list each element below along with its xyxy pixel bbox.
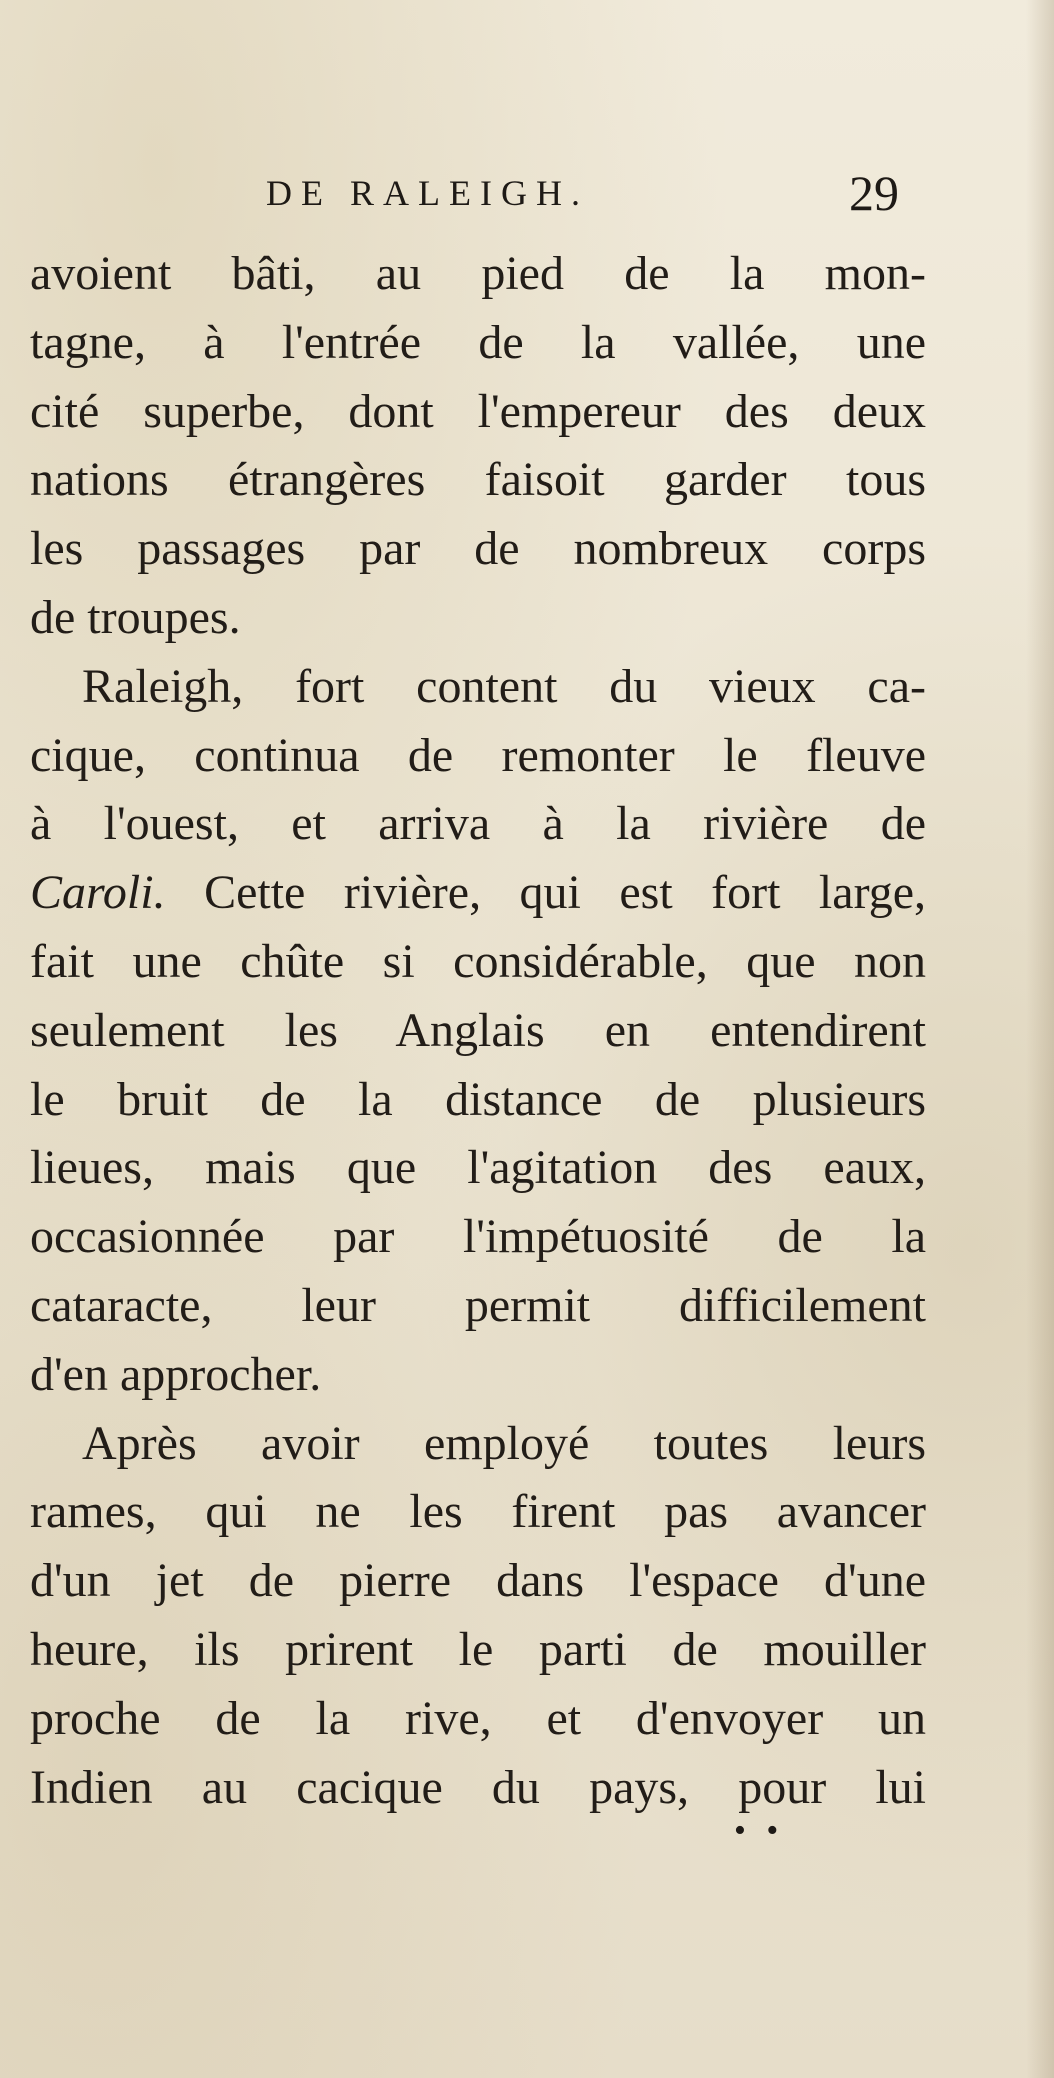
italic-place-name: Caroli. <box>30 866 166 920</box>
text-line: seulement les Anglais en entendirent <box>30 1003 926 1057</box>
text-line: rames, qui ne les firent pas avancer <box>30 1485 926 1539</box>
text-line: fait une chûte si considérable, que non <box>30 934 926 988</box>
text-line: cité superbe, dont l'empereur des deux <box>30 384 926 438</box>
body-text <box>30 240 926 1822</box>
text-line: d'un jet de pierre dans l'espace d'une <box>30 1554 926 1608</box>
text-line: occasionnée par l'impétuosité de la <box>30 1210 926 1264</box>
text-line: nations étrangères faisoit garder tous <box>30 453 926 507</box>
page-header <box>0 165 1054 232</box>
text-line: cique, continua de remonter le fleuve <box>30 728 926 782</box>
text-line: lieues, mais que l'agitation des eaux, <box>30 1141 926 1195</box>
text-line: heure, ils prirent le parti de mouiller <box>30 1622 926 1676</box>
paragraph-1 <box>30 240 926 653</box>
text-line: de troupes. <box>30 590 241 644</box>
text-line: le bruit de la distance de plusieurs <box>30 1072 926 1126</box>
text-line: cataracte, leur permit difficilement <box>30 1278 926 1332</box>
text-line: à l'ouest, et arriva à la rivière de <box>30 797 926 851</box>
paragraph-3 <box>30 1410 926 1823</box>
text-line: Indien au cacique du pays, pour lui <box>30 1760 926 1814</box>
page-number: 29 <box>849 165 899 221</box>
running-head: DE RALEIGH. <box>266 173 589 213</box>
text-line: Raleigh, fort content du vieux ca- <box>82 659 926 713</box>
text-line: avoient bâti, au pied de la mon- <box>30 247 926 300</box>
text-line-mixed <box>30 859 926 928</box>
text-line: proche de la rive, et d'envoyer un <box>30 1691 926 1745</box>
paragraph-2 <box>30 653 926 1410</box>
text-line: les passages par de nombreux corps <box>30 522 926 576</box>
text-line: d'en approcher. <box>30 1347 322 1401</box>
text-line: Après avoir employé toutes leurs <box>82 1416 926 1470</box>
text-line: tagne, à l'entrée de la vallée, une <box>30 315 926 369</box>
text-line-rest: Cette rivière, qui est fort large, <box>165 866 926 920</box>
signature-mark: • • <box>734 1812 785 1849</box>
